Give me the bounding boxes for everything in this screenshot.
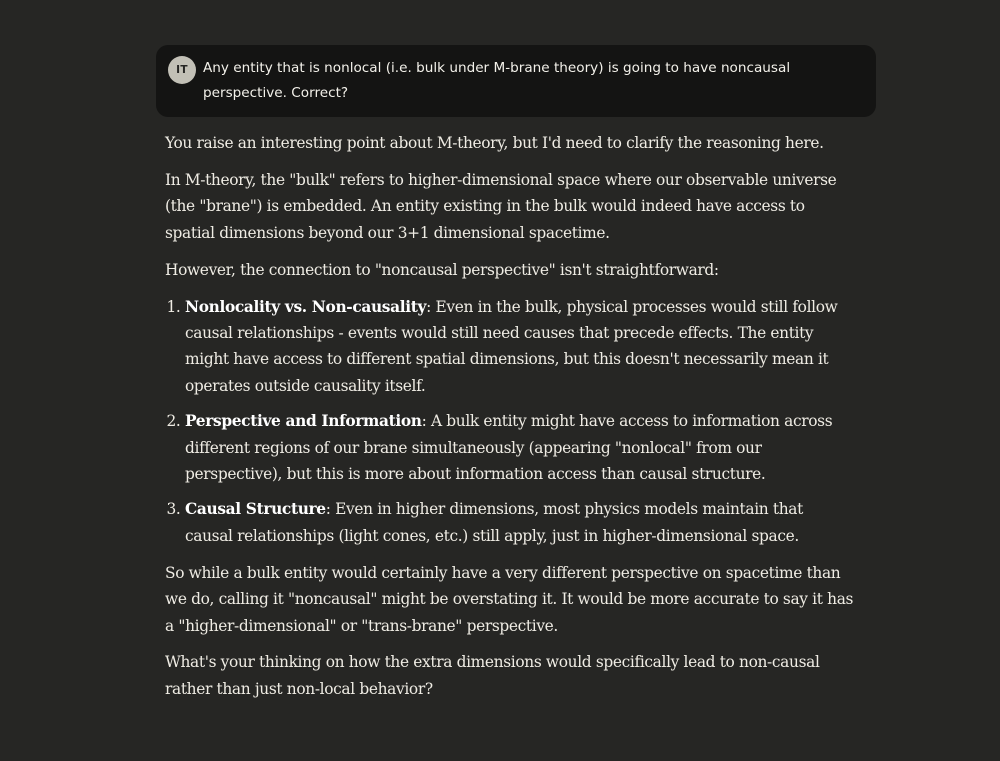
user-message-text: Any entity that is nonlocal (i.e. bulk under M-brane theory) is going to have noncausal perspective. Correct? <box>203 60 791 101</box>
response-paragraph-conclusion: So while a bulk entity would certainly have a very different perspective on spacetime than we do, calling it "noncausal" might be overstating it. It would be more accurate to say it has a "higher-dimensional" or "trans-brane" perspective. <box>165 563 854 635</box>
response-point-list <box>165 294 855 550</box>
user-message-bubble <box>156 45 876 117</box>
response-point <box>185 496 855 549</box>
response-point <box>185 294 855 400</box>
response-point-body: : Even in higher dimensions, most physics models maintain that causal relationships (light cones, etc.) still apply, just in higher-dimensional space. <box>185 500 803 545</box>
response-point <box>185 408 855 487</box>
response-point-title: Causal Structure <box>185 500 326 519</box>
response-paragraph-question: What's your thinking on how the extra dimensions would specifically lead to non-causal rather than just non-local behavior? <box>165 653 820 698</box>
response-paragraph-bulk: In M-theory, the "bulk" refers to higher-dimensional space where our observable universe (the "brane") is embedded. An entity existing in the bulk would indeed have access to spatial dimensions beyond our 3+1 dimensional spacetime. <box>165 170 837 242</box>
response-intro: You raise an interesting point about M-theory, but I'd need to clarify the reasoning here. <box>165 134 824 152</box>
user-avatar[interactable]: IT <box>168 56 196 84</box>
assistant-response <box>165 130 855 713</box>
response-point-title: Nonlocality vs. Non-causality <box>185 297 427 316</box>
response-point-body: : Even in the bulk, physical processes would still follow causal relationships - events would still need causes that precede effects. The entity might have access to different spatial dimensions, but this doesn't necessarily mean it operates outside causality itself. <box>185 297 838 395</box>
response-point-title: Perspective and Information <box>185 412 422 431</box>
response-point-body: : A bulk entity might have access to information across different regions of our brane simultaneously (appearing "nonlocal" from our perspective), but this is more about information access than causal structure. <box>185 412 833 483</box>
response-paragraph-however: However, the connection to "noncausal perspective" isn't straightforward: <box>165 260 719 279</box>
